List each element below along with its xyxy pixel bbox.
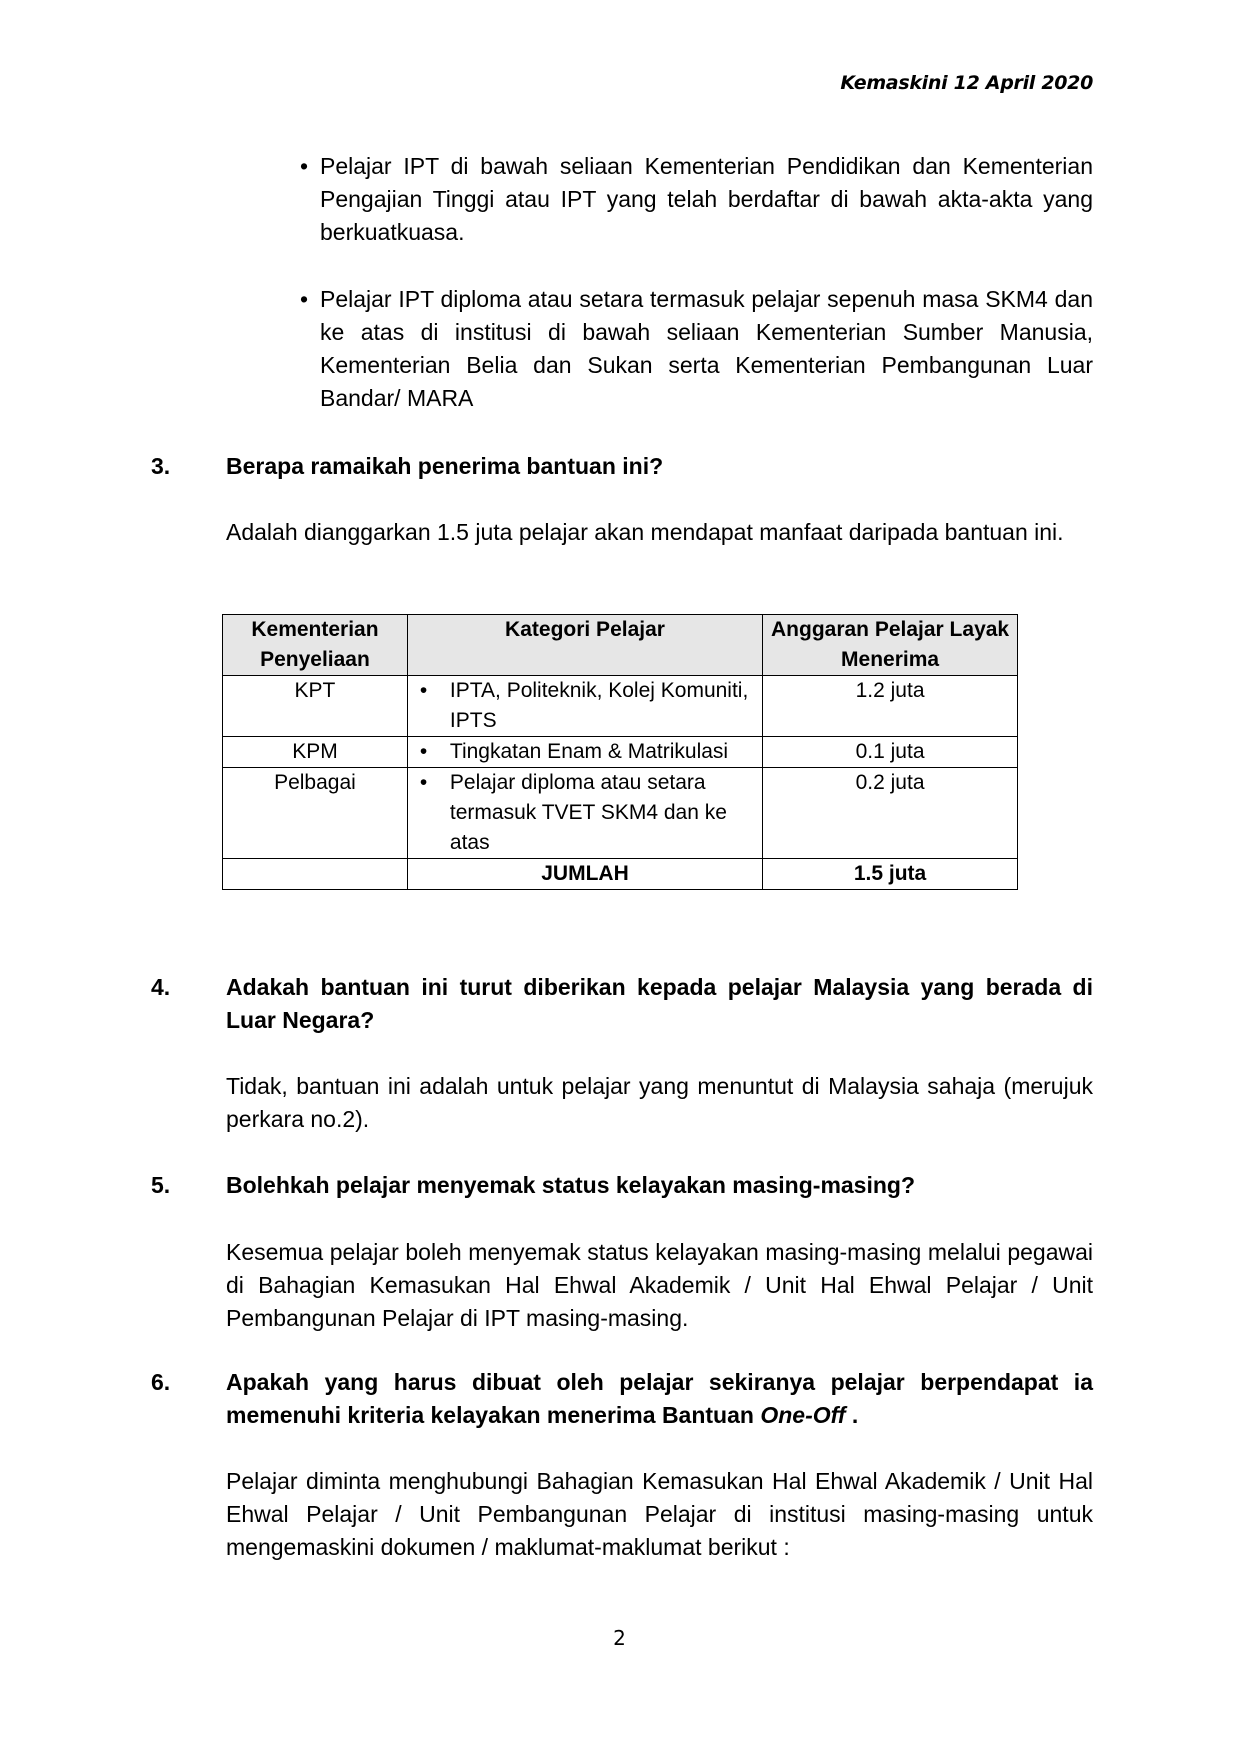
cell-ministry: KPM xyxy=(223,737,408,768)
bullet-text: Pelajar IPT di bawah seliaan Kementerian Pendidikan dan Kementerian Pengajian Tinggi atau IPT yang telah berdaftar di bawah akta-akta yang berkuatkuasa. xyxy=(320,153,1093,245)
bullet-icon: • xyxy=(419,740,428,763)
cell-category xyxy=(407,676,762,737)
table-row xyxy=(223,676,1018,737)
question-title: Adakah bantuan ini turut diberikan kepada pelajar Malaysia yang berada di Luar Negara? xyxy=(226,974,1093,1033)
total-value: 1.5 juta xyxy=(763,859,1018,890)
header-estimate: Anggaran Pelajar Layak Menerima xyxy=(763,615,1018,676)
header-category: Kategori Pelajar xyxy=(407,615,762,676)
recipients-table xyxy=(222,614,1018,890)
question-title-italic: One-Off xyxy=(760,1402,846,1428)
answer-text: Adalah dianggarkan 1.5 juta pelajar akan mendapat manfaat daripada bantuan ini. xyxy=(226,519,1064,545)
cell-empty xyxy=(223,859,408,890)
question-title-suffix: . xyxy=(845,1402,859,1428)
question-number: 3. xyxy=(151,453,171,479)
question-title: Berapa ramaikah penerima bantuan ini? xyxy=(226,453,664,479)
table-row xyxy=(223,768,1018,859)
answer-text: Tidak, bantuan ini adalah untuk pelajar yang menuntut di Malaysia sahaja (merujuk perkara no.2). xyxy=(226,1073,1093,1132)
category-text: IPTA, Politeknik, Kolej Komuniti, IPTS xyxy=(449,679,749,732)
cell-category xyxy=(407,737,762,768)
question-title xyxy=(226,1366,1093,1432)
cell-estimate: 0.1 juta xyxy=(763,737,1018,768)
cell-ministry: Pelbagai xyxy=(223,768,408,859)
cell-estimate: 0.2 juta xyxy=(763,768,1018,859)
page-header-date: Kemaskini 12 April 2020 xyxy=(840,72,1093,94)
cell-ministry: KPT xyxy=(223,676,408,737)
table-header-row xyxy=(223,615,1018,676)
category-text: Tingkatan Enam & Matrikulasi xyxy=(449,740,729,763)
bullet-item xyxy=(300,150,1093,249)
table-total-row xyxy=(223,859,1018,890)
question-number: 4. xyxy=(151,974,171,1000)
total-label: JUMLAH xyxy=(407,859,762,890)
table-row xyxy=(223,737,1018,768)
page-number: 2 xyxy=(613,1626,626,1650)
bullet-icon: • xyxy=(300,286,309,312)
category-text: Pelajar diploma atau setara termasuk TVET SKM4 dan ke atas xyxy=(449,771,727,854)
question-title: Bolehkah pelajar menyemak status kelayakan masing-masing? xyxy=(226,1172,916,1198)
bullet-text: Pelajar IPT diploma atau setara termasuk pelajar sepenuh masa SKM4 dan ke atas di institusi di bawah seliaan Kementerian Sumber Manusia, Kementerian Belia dan Sukan serta Kementerian Pembangunan Luar Bandar/ MARA xyxy=(320,286,1093,411)
header-ministry: Kementerian Penyeliaan xyxy=(223,615,408,676)
question-number: 6. xyxy=(151,1369,171,1395)
bullet-icon: • xyxy=(300,153,309,179)
answer-text: Kesemua pelajar boleh menyemak status kelayakan masing-masing melalui pegawai di Bahagian Kemasukan Hal Ehwal Akademik / Unit Hal Ehwal Pelajar / Unit Pembangunan Pelajar di IPT masing-masing. xyxy=(226,1239,1093,1331)
bullet-icon: • xyxy=(419,771,428,794)
bullet-icon: • xyxy=(419,679,428,702)
bullet-item xyxy=(300,283,1093,415)
cell-category xyxy=(407,768,762,859)
question-number: 5. xyxy=(151,1172,171,1198)
answer-text: Pelajar diminta menghubungi Bahagian Kemasukan Hal Ehwal Akademik / Unit Hal Ehwal Pelajar / Unit Pembangunan Pelajar di institusi masing-masing untuk mengemaskini dokumen / maklumat-maklumat berikut : xyxy=(226,1468,1093,1560)
cell-estimate: 1.2 juta xyxy=(763,676,1018,737)
question-title-text: Apakah yang harus dibuat oleh pelajar sekiranya pelajar berpendapat ia memenuhi kriteria kelayakan menerima Bantuan xyxy=(226,1369,1093,1428)
